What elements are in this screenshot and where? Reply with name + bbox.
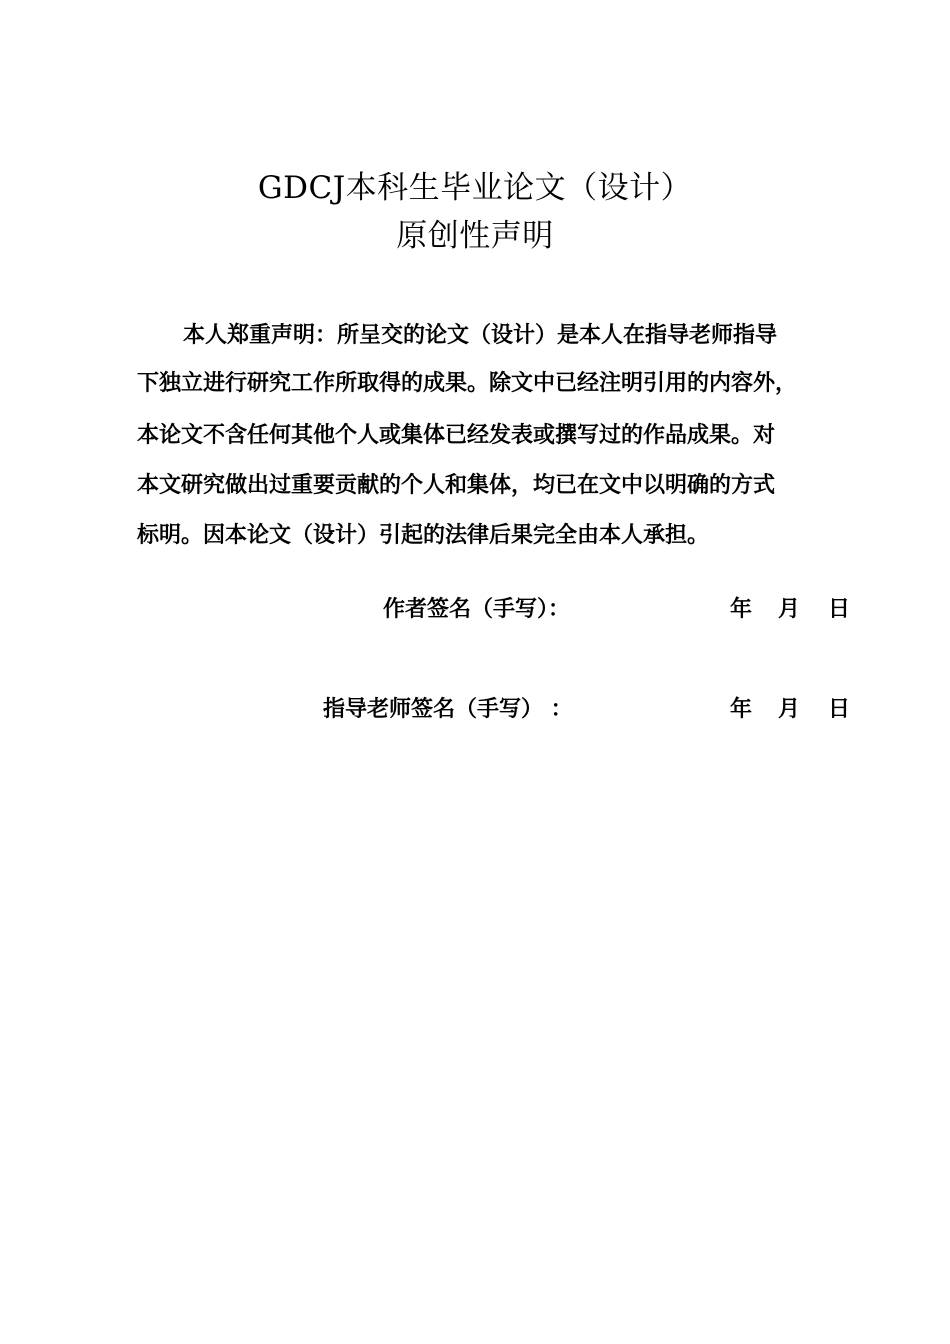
statement-line: 本文研究做出过重要贡献的个人和集体，均已在文中以明确的方式: [137, 472, 776, 498]
author-signature-label: 作者签名（手写）：: [383, 596, 571, 622]
statement-line: 标明。因本论文（设计）引起的法律后果完全由本人承担。: [137, 522, 710, 548]
statement-line: 下独立进行研究工作所取得的成果。除文中已经注明引用的内容外，: [137, 370, 798, 396]
date-day-label: 日: [828, 596, 851, 622]
statement-line: 本人郑重声明：所呈交的论文（设计）是本人在指导老师指导: [183, 322, 778, 348]
date-year-label: 年: [730, 696, 753, 722]
date-day-label: 日: [828, 696, 851, 722]
statement-line: 本论文不含任何其他个人或集体已经发表或撰写过的作品成果。对: [137, 422, 776, 448]
document-subtitle: 原创性声明: [396, 218, 554, 254]
document-title: GDCJ本科生毕业论文（设计）: [257, 170, 693, 206]
date-year-label: 年: [730, 596, 753, 622]
date-month-label: 月: [778, 696, 801, 722]
date-month-label: 月: [778, 596, 801, 622]
teacher-signature-label: 指导老师签名（手写） ：: [323, 696, 573, 722]
